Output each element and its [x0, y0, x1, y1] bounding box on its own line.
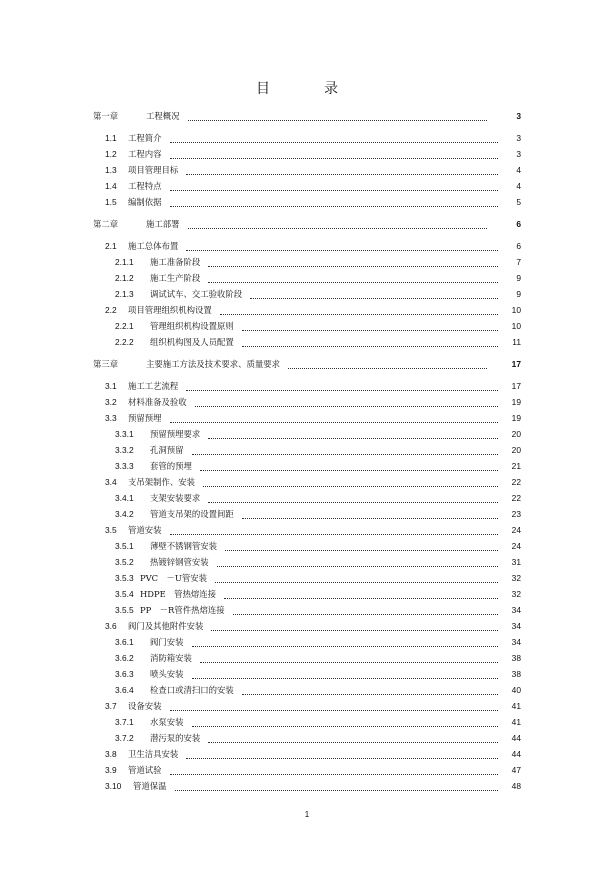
toc-entry-title: 喷头安装 — [150, 669, 184, 679]
toc-entry-page: 34 — [511, 637, 521, 647]
toc-leader-dots — [233, 613, 498, 615]
toc-entry-page: 3 — [516, 133, 521, 143]
toc-leader-dots — [250, 297, 498, 299]
toc-entry-number: 1.4 — [105, 181, 117, 191]
toc-entry-title: 薄壁不锈钢管安装 — [150, 541, 217, 551]
toc-entry-number: 2.2.2 — [115, 337, 134, 347]
toc-leader-dots — [170, 189, 499, 191]
toc-leader-dots — [242, 517, 498, 519]
toc-entry-title: 项目管理目标 — [128, 165, 179, 175]
toc-entry-number: 3.7.2 — [115, 733, 134, 743]
toc-leader-dots — [186, 173, 498, 175]
toc-entry-number: 2.1.2 — [115, 273, 134, 283]
toc-entry-title: 孔洞预留 — [150, 445, 184, 455]
toc-entry[interactable] — [0, 778, 614, 794]
toc-entry[interactable] — [0, 538, 614, 554]
toc-entry-number: 3.5.3 — [115, 573, 134, 583]
toc-entry[interactable] — [0, 194, 614, 210]
toc-entry-title: 主要施工方法及技术要求、质量要求 — [146, 359, 280, 369]
toc-entry-number: 1.5 — [105, 197, 117, 207]
toc-entry-title: 施工工艺流程 — [128, 381, 179, 391]
toc-leader-dots — [188, 227, 488, 229]
toc-entry-page: 38 — [511, 669, 521, 679]
toc-entry-title: HDPE 管热熔连接 — [140, 589, 217, 599]
toc-entry[interactable] — [0, 602, 614, 618]
toc-leader-dots — [242, 693, 498, 695]
toc-entry-page: 17 — [511, 359, 521, 369]
toc-entry-page: 41 — [511, 717, 521, 727]
toc-entry-number: 3.1 — [105, 381, 117, 391]
toc-entry-page: 48 — [511, 781, 521, 791]
page-title: 目 录 — [256, 81, 358, 97]
toc-entry[interactable] — [0, 522, 614, 538]
toc-entry-number: 3.4 — [105, 477, 117, 487]
toc-entry-title: 管道安装 — [128, 525, 162, 535]
toc-entry-number: 3.5.4 — [115, 589, 134, 599]
toc-entry-title: 工程特点 — [128, 181, 162, 191]
toc-entry-title: 设备安装 — [128, 701, 162, 711]
toc-entry-page: 7 — [516, 257, 521, 267]
toc-entry-number: 3.6 — [105, 621, 117, 631]
toc-entry-page: 4 — [516, 165, 521, 175]
toc-entry-title: 编制依据 — [128, 197, 162, 207]
toc-entry-title: 支架安装要求 — [150, 493, 201, 503]
toc-entry[interactable] — [0, 130, 614, 146]
toc-entry-title: 施工总体布置 — [128, 241, 179, 251]
toc-entry-number: 3.3.3 — [115, 461, 134, 471]
toc-leader-dots — [215, 581, 498, 583]
toc-entry-title: 热镀锌钢管安装 — [150, 557, 209, 567]
toc-entry-title: 消防箱安装 — [150, 653, 192, 663]
toc-entry-number: 3.7 — [105, 701, 117, 711]
toc-entry[interactable] — [0, 618, 614, 634]
toc-entry-page: 22 — [511, 493, 521, 503]
toc-entry[interactable] — [0, 474, 614, 490]
page-number: 1 — [304, 810, 310, 819]
toc-entry-page: 24 — [511, 525, 521, 535]
toc-entry[interactable] — [0, 490, 614, 506]
toc-entry-page: 24 — [511, 541, 521, 551]
toc-leader-dots — [170, 157, 499, 159]
toc-entry-page: 17 — [511, 381, 521, 391]
toc-leader-dots — [208, 281, 498, 283]
toc-entry-number: 3.6.4 — [115, 685, 134, 695]
toc-entry-number: 3.4.2 — [115, 509, 134, 519]
toc-entry-title: PP －R管件热熔连接 — [140, 605, 225, 615]
toc-entry[interactable] — [0, 634, 614, 650]
toc-leader-dots — [203, 485, 498, 487]
toc-entry-number: 3.10 — [105, 781, 122, 791]
toc-entry-page: 20 — [511, 445, 521, 455]
toc-leader-dots — [186, 389, 498, 391]
toc-entry-title: 管理组织机构设置原则 — [150, 321, 234, 331]
toc-entry[interactable] — [0, 714, 614, 730]
toc-entry-number: 3.6.3 — [115, 669, 134, 679]
toc-entry-number: 第一章 — [93, 111, 119, 121]
toc-chapter-entry[interactable] — [0, 216, 614, 232]
toc-leader-dots — [208, 437, 498, 439]
toc-entry[interactable] — [0, 238, 614, 254]
toc-entry-number: 3.3.1 — [115, 429, 134, 439]
toc-entry-number: 3.4.1 — [115, 493, 134, 503]
toc-leader-dots — [170, 773, 499, 775]
toc-entry-page: 31 — [511, 557, 521, 567]
toc-entry[interactable] — [0, 318, 614, 334]
toc-leader-dots — [208, 265, 498, 267]
toc-entry[interactable] — [0, 378, 614, 394]
toc-entry-title: 阀门及其他附件安装 — [128, 621, 204, 631]
toc-chapter-entry[interactable] — [0, 356, 614, 372]
toc-leader-dots — [188, 119, 488, 121]
toc-entry-title: 施工准备阶段 — [150, 257, 201, 267]
toc-entry-title: 阀门安装 — [150, 637, 184, 647]
toc-entry-page: 9 — [516, 289, 521, 299]
toc-entry-page: 6 — [516, 241, 521, 251]
toc-entry-number: 3.8 — [105, 749, 117, 759]
toc-entry[interactable] — [0, 442, 614, 458]
toc-entry[interactable] — [0, 506, 614, 522]
toc-entry-number: 3.6.1 — [115, 637, 134, 647]
toc-entry-number: 1.2 — [105, 149, 117, 159]
toc-leader-dots — [192, 453, 499, 455]
toc-leader-dots — [170, 141, 499, 143]
toc-entry[interactable] — [0, 650, 614, 666]
toc-entry-page: 41 — [511, 701, 521, 711]
toc-leader-dots — [186, 757, 498, 759]
toc-entry-page: 4 — [516, 181, 521, 191]
toc-entry-number: 第二章 — [93, 219, 119, 229]
toc-leader-dots — [192, 725, 499, 727]
toc-entry-title: 工程内容 — [128, 149, 162, 159]
toc-entry-page: 10 — [511, 321, 521, 331]
toc-entry-number: 3.5.5 — [115, 605, 134, 615]
toc-entry-title: 检查口或清扫口的安装 — [150, 685, 234, 695]
toc-leader-dots — [225, 549, 498, 551]
toc-entry[interactable] — [0, 666, 614, 682]
toc-entry-title: 支吊架制作、安装 — [128, 477, 195, 487]
toc-leader-dots — [242, 329, 498, 331]
toc-leader-dots — [211, 629, 498, 631]
toc-entry-page: 47 — [511, 765, 521, 775]
toc-entry-page: 32 — [511, 573, 521, 583]
toc-leader-dots — [242, 345, 498, 347]
toc-entry[interactable] — [0, 146, 614, 162]
toc-leader-dots — [200, 469, 498, 471]
toc-entry[interactable] — [0, 302, 614, 318]
toc-entry-page: 3 — [516, 149, 521, 159]
toc-leader-dots — [192, 645, 499, 647]
toc-entry-number: 3.6.2 — [115, 653, 134, 663]
toc-entry-number: 2.1.1 — [115, 257, 134, 267]
toc-entry[interactable] — [0, 570, 614, 586]
toc-entry-page: 3 — [516, 111, 521, 121]
toc-leader-dots — [186, 249, 498, 251]
toc-entry-number: 3.9 — [105, 765, 117, 775]
toc-entry-number: 3.5.1 — [115, 541, 134, 551]
toc-entry-page: 9 — [516, 273, 521, 283]
toc-entry-page: 20 — [511, 429, 521, 439]
toc-entry-page: 22 — [511, 477, 521, 487]
toc-entry-page: 44 — [511, 749, 521, 759]
toc-entry-page: 32 — [511, 589, 521, 599]
toc-entry[interactable] — [0, 698, 614, 714]
toc-leader-dots — [170, 533, 499, 535]
toc-entry[interactable] — [0, 334, 614, 350]
toc-entry-page: 34 — [511, 621, 521, 631]
toc-chapter-entry[interactable] — [0, 108, 614, 124]
toc-entry-page: 44 — [511, 733, 521, 743]
toc-leader-dots — [220, 313, 498, 315]
toc-leader-dots — [170, 709, 499, 711]
toc-entry-title: 调试试车、交工验收阶段 — [150, 289, 243, 299]
toc-entry-number: 2.2 — [105, 305, 117, 315]
toc-entry-title: 管道支吊架的设置间距 — [150, 509, 234, 519]
toc-entry-title: 预留预埋 — [128, 413, 162, 423]
toc-entry-page: 38 — [511, 653, 521, 663]
toc-entry-number: 3.5 — [105, 525, 117, 535]
toc-entry[interactable] — [0, 162, 614, 178]
toc-entry[interactable] — [0, 682, 614, 698]
toc-leader-dots — [208, 501, 498, 503]
toc-entry-title: 施工生产阶段 — [150, 273, 201, 283]
toc-entry-title: 工程简介 — [128, 133, 162, 143]
toc-entry-page: 19 — [511, 413, 521, 423]
toc-entry-title: 潜污泵的安装 — [150, 733, 201, 743]
toc-entry[interactable] — [0, 554, 614, 570]
toc-entry-number: 3.3.2 — [115, 445, 134, 455]
toc-entry-title: 管道试验 — [128, 765, 162, 775]
toc-entry[interactable] — [0, 730, 614, 746]
toc-entry-number: 3.5.2 — [115, 557, 134, 567]
toc-leader-dots — [217, 565, 498, 567]
toc-entry-number: 3.2 — [105, 397, 117, 407]
toc-entry-title: 管道保温 — [133, 781, 167, 791]
toc-entry-number: 1.1 — [105, 133, 117, 143]
toc-entry[interactable] — [0, 458, 614, 474]
toc-entry-page: 34 — [511, 605, 521, 615]
toc-leader-dots — [195, 405, 498, 407]
toc-entry-title: 施工部署 — [146, 219, 180, 229]
toc-entry-title: PVC －U管安装 — [140, 573, 208, 583]
toc-leader-dots — [208, 741, 498, 743]
toc-leader-dots — [200, 661, 498, 663]
toc-entry-page: 21 — [511, 461, 521, 471]
toc-entry-page: 40 — [511, 685, 521, 695]
toc-entry-number: 3.7.1 — [115, 717, 134, 727]
toc-entry-title: 预留预埋要求 — [150, 429, 201, 439]
toc-leader-dots — [192, 677, 499, 679]
toc-entry[interactable] — [0, 178, 614, 194]
toc-entry-title: 工程概况 — [146, 111, 180, 121]
toc-leader-dots — [170, 421, 499, 423]
toc-entry[interactable] — [0, 746, 614, 762]
toc-leader-dots — [224, 597, 498, 599]
toc-entry-page: 19 — [511, 397, 521, 407]
toc-entry-number: 2.1.3 — [115, 289, 134, 299]
toc-entry[interactable] — [0, 254, 614, 270]
toc-entry-page: 6 — [516, 219, 521, 229]
toc-entry[interactable] — [0, 410, 614, 426]
toc-entry-title: 水泵安装 — [150, 717, 184, 727]
toc-entry-number: 2.1 — [105, 241, 117, 251]
toc-entry[interactable] — [0, 426, 614, 442]
toc-leader-dots — [170, 205, 499, 207]
toc-entry-number: 2.2.1 — [115, 321, 134, 331]
toc-entry-number: 第三章 — [93, 359, 119, 369]
toc-entry[interactable] — [0, 762, 614, 778]
toc-entry-title: 材料准备及验收 — [128, 397, 187, 407]
toc-leader-dots — [288, 367, 487, 369]
toc-entry-title: 组织机构图及人员配置 — [150, 337, 234, 347]
toc-leader-dots — [175, 789, 499, 791]
toc-entry-page: 11 — [512, 337, 521, 347]
toc-entry-title: 项目管理组织机构设置 — [128, 305, 212, 315]
toc-entry-page: 5 — [516, 197, 521, 207]
toc-entry[interactable] — [0, 270, 614, 286]
toc-entry[interactable] — [0, 394, 614, 410]
toc-entry[interactable] — [0, 286, 614, 302]
toc-entry-page: 23 — [511, 509, 521, 519]
toc-entry-number: 3.3 — [105, 413, 117, 423]
toc-entry-page: 10 — [511, 305, 521, 315]
toc-entry-number: 1.3 — [105, 165, 117, 175]
toc-entry-title: 套管的预埋 — [150, 461, 192, 471]
toc-entry[interactable] — [0, 586, 614, 602]
toc-entry-title: 卫生洁具安装 — [128, 749, 179, 759]
